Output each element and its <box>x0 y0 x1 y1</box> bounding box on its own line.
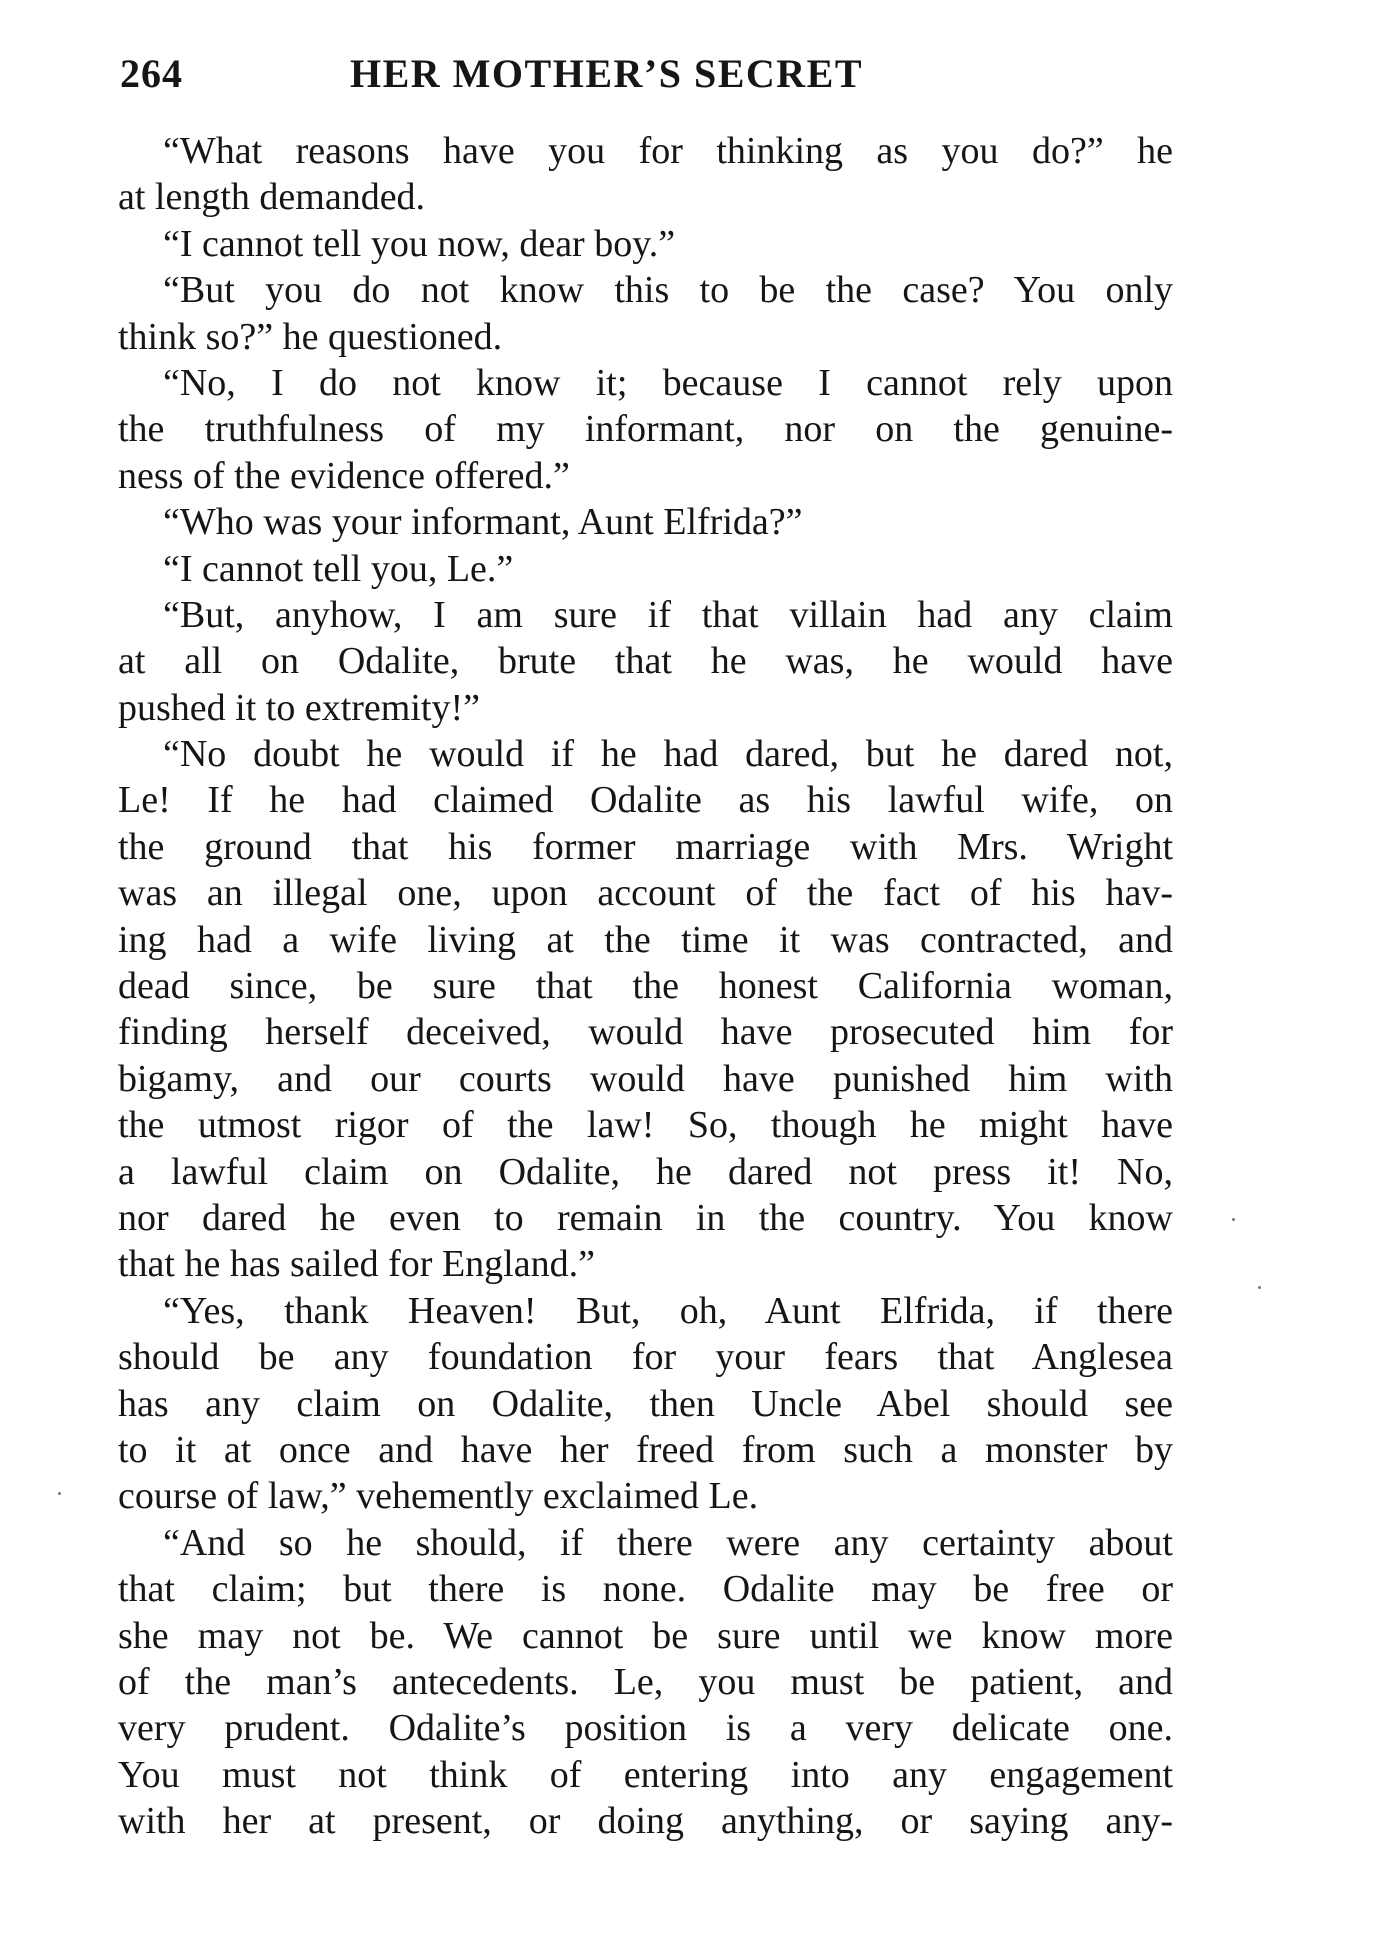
running-head <box>120 44 1170 104</box>
text-line: she may not be. We cannot be sure until we know more <box>118 1614 1173 1657</box>
body-text <box>118 128 1173 1844</box>
text-line: “But, anyhow, I am sure if that villain had any claim <box>163 593 1173 636</box>
text-line: “I cannot tell you now, dear boy.” <box>163 222 676 265</box>
paper-speck <box>1232 1218 1235 1221</box>
text-line: that he has sailed for England.” <box>118 1243 595 1286</box>
text-line: “And so he should, if there were any certainty about <box>163 1521 1173 1564</box>
text-line: nor dared he even to remain in the country. You know <box>118 1196 1173 1239</box>
text-line: “Yes, thank Heaven! But, oh, Aunt Elfrida, if there <box>163 1289 1173 1332</box>
text-line: “No doubt he would if he had dared, but he dared not, <box>163 733 1173 776</box>
paper-speck <box>1258 1286 1261 1289</box>
text-line: of the man’s antecedents. Le, you must be patient, and <box>118 1660 1173 1703</box>
text-line: “I cannot tell you, Le.” <box>163 547 514 590</box>
text-line: “Who was your informant, Aunt Elfrida?” <box>163 501 803 544</box>
text-line: course of law,” vehemently exclaimed Le. <box>118 1475 759 1518</box>
text-line: think so?” he questioned. <box>118 315 503 358</box>
text-line: the truthfulness of my informant, nor on the genuine- <box>118 408 1173 451</box>
text-line: a lawful claim on Odalite, he dared not press it! No, <box>118 1150 1173 1193</box>
book-title: HER MOTHER’S SECRET <box>350 51 864 96</box>
text-line: finding herself deceived, would have prosecuted him for <box>118 1011 1173 1054</box>
text-line: ing had a wife living at the time it was contracted, and <box>118 918 1173 961</box>
text-line: ness of the evidence offered.” <box>118 454 570 497</box>
text-line: that claim; but there is none. Odalite may be free or <box>118 1568 1173 1611</box>
page-number: 264 <box>120 51 183 96</box>
text-line: bigamy, and our courts would have punished him with <box>118 1057 1173 1100</box>
text-line: very prudent. Odalite’s position is a very delicate one. <box>118 1707 1173 1750</box>
text-line: to it at once and have her freed from such a monster by <box>118 1428 1173 1471</box>
text-line: the ground that his former marriage with Mrs. Wright <box>118 825 1173 868</box>
paper-speck <box>58 1492 61 1495</box>
text-line: dead since, be sure that the honest California woman, <box>118 965 1173 1008</box>
text-line: at all on Odalite, brute that he was, he would have <box>118 640 1173 683</box>
text-line: pushed it to extremity!” <box>118 686 480 729</box>
text-line: with her at present, or doing anything, or saying any- <box>118 1800 1173 1843</box>
text-line: “No, I do not know it; because I cannot rely upon <box>163 361 1173 404</box>
text-line: was an illegal one, upon account of the fact of his hav- <box>118 872 1173 915</box>
text-line: Le! If he had claimed Odalite as his lawful wife, on <box>118 779 1173 822</box>
text-line: the utmost rigor of the law! So, though he might have <box>118 1104 1173 1147</box>
text-line: has any claim on Odalite, then Uncle Abel should see <box>118 1382 1173 1425</box>
text-line: “But you do not know this to be the case? You only <box>163 269 1173 312</box>
text-line: should be any foundation for your fears that Anglesea <box>118 1336 1173 1379</box>
text-line: You must not think of entering into any engagement <box>118 1753 1173 1796</box>
text-line: at length demanded. <box>118 176 426 219</box>
text-line: “What reasons have you for thinking as you do?” he <box>163 130 1173 172</box>
